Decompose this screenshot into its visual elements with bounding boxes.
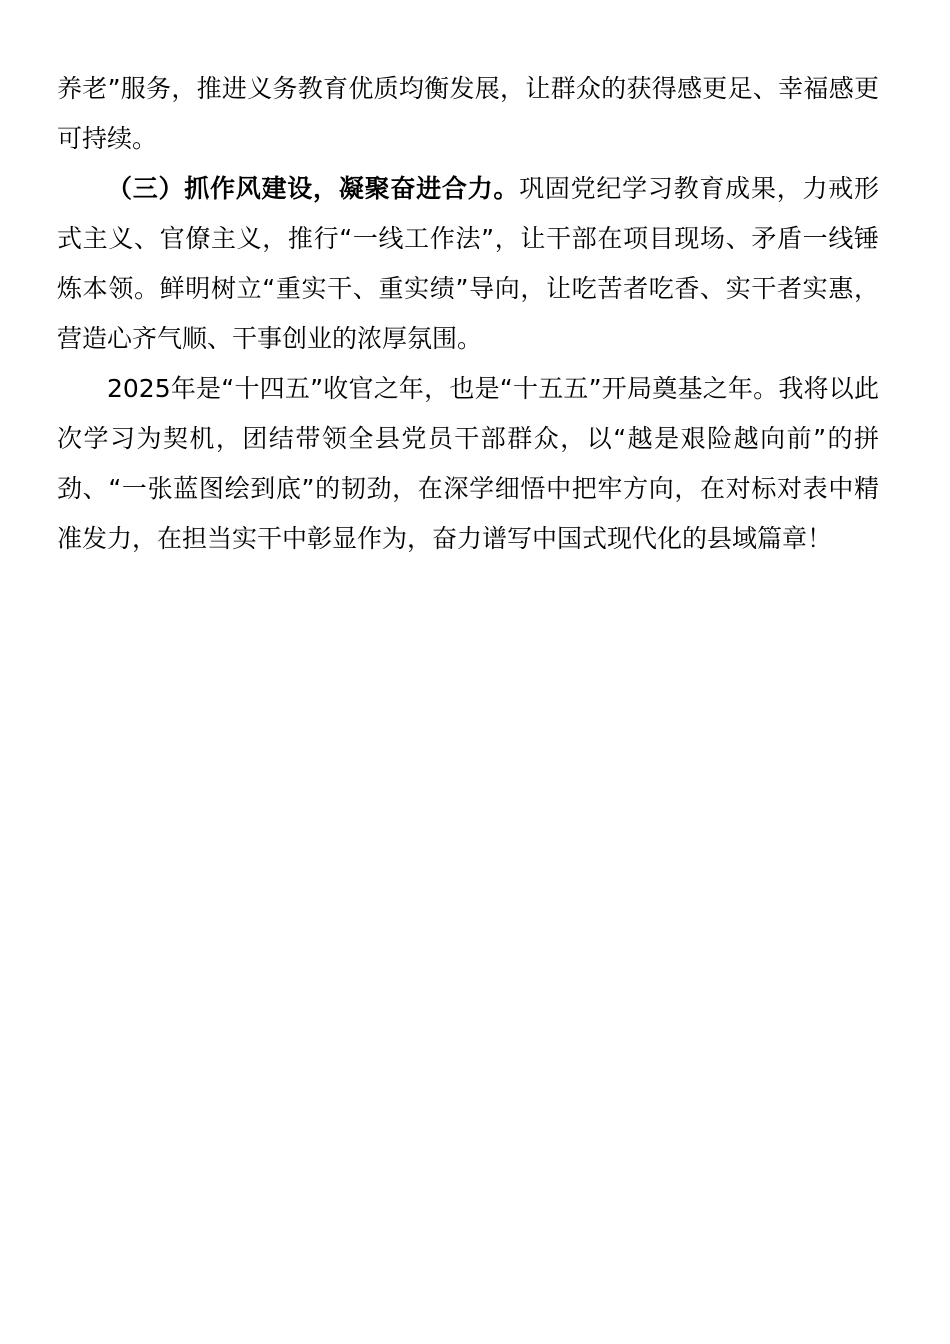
paragraph-continuation: [57, 64, 879, 164]
paragraph-conclusion: [57, 364, 879, 564]
paragraph-section-three: [57, 164, 879, 364]
paragraph-text: 2025年是“十四五”收官之年，也是“十五五”开局奠基之年。我将以此次学习为契机，团结带领全县党员干部群众，以“越是艰险越向前”的拼劲、“一张蓝图绘到底”的韧劲，在深学细悟中把牢方向，在对标对表中精准发力，在担当实干中彰显作为，奋力谱写中国式现代化的县域篇章！: [57, 374, 879, 553]
paragraph-text: 巩固党纪学习教育成果，力戒形式主义、官僚主义，推行“一线工作法”，让干部在项目现场、矛盾一线锤炼本领。鲜明树立“重实干、重实绩”导向，让吃苦者吃香、实干者实惠，营造心齐气顺、干事创业的浓厚氛围。: [57, 174, 879, 353]
document-body: [57, 64, 879, 564]
section-heading: （三）抓作风建设，凝聚奋进合力。: [107, 174, 520, 203]
paragraph-text: 养老”服务，推进义务教育优质均衡发展，让群众的获得感更足、幸福感更可持续。: [57, 74, 879, 153]
